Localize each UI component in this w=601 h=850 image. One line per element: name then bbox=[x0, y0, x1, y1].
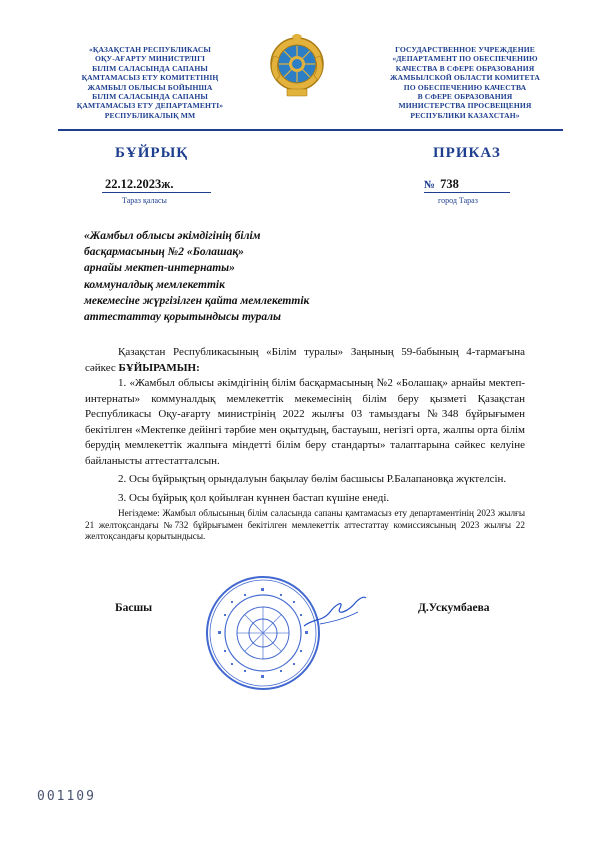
intro-paragraph bbox=[85, 345, 525, 376]
order-body bbox=[85, 345, 525, 543]
basis-note: Негіздеме: Жамбыл облысының білім саласында сапаны қамтамасыз ету департаментінің 2023 жылғы 21 желтоқсандағы №732 бұйрығымен бекітілген мемлекеттік аттестаттау комиссиясының 2023 жылғы 22 желтоқсандағы қорытындысы. bbox=[85, 508, 525, 541]
title-kazakh: БҰЙРЫҚ bbox=[115, 145, 189, 161]
city-kazakh: Тараз қаласы bbox=[122, 196, 167, 205]
header-left-line: ОҚУ-АҒАРТУ МИНИСТРЛІГІ bbox=[94, 54, 206, 64]
subject-line: аттестаттау қорытындысы туралы bbox=[84, 311, 281, 324]
header-right-line: МИНИСТЕРСТВА ПРОСВЕЩЕНИЯ bbox=[398, 101, 532, 111]
item-3: 3. Осы бұйрық қол қойылған күннен бастап күшіне енеді. bbox=[118, 491, 390, 504]
order-word: БҰЙЫРАМЫН: bbox=[118, 361, 200, 374]
header-left-line: БІЛІМ САЛАСЫНДА САПАНЫ bbox=[92, 63, 208, 73]
header-left-line: «ҚАЗАҚСТАН РЕСПУБЛИКАСЫ bbox=[89, 45, 211, 54]
state-emblem-icon bbox=[268, 34, 326, 98]
header-right-line: ГОСУДАРСТВЕННОЕ УЧРЕЖДЕНИЕ bbox=[395, 45, 535, 54]
subject-line: коммуналдық мемлекеттік bbox=[84, 278, 225, 291]
header-right-org bbox=[360, 45, 570, 120]
header-right-line: КАЧЕСТВА В СФЕРЕ ОБРАЗОВАНИЯ bbox=[395, 63, 535, 73]
order-date: 22.12.2023ж. bbox=[102, 177, 211, 193]
signature-label: Басшы bbox=[115, 602, 153, 614]
number-sign: № bbox=[424, 179, 436, 191]
header-right-line: РЕСПУБЛИКИ КАЗАХСТАН» bbox=[410, 110, 520, 120]
title-russian: ПРИКАЗ bbox=[433, 145, 501, 161]
city-russian: город Тараз bbox=[438, 196, 478, 205]
intro-text: Қазақстан Республикасының «Білім туралы» Заңының 59-бабының 4-тармағына сәйкес bbox=[85, 346, 525, 374]
header-left-line: ҚАМТАМАСЫЗ ЕТУ КОМИТЕТІНІҢ bbox=[81, 73, 219, 83]
handwritten-signature-icon bbox=[300, 592, 370, 632]
header-divider bbox=[58, 129, 563, 131]
subject-line: мекемесіне жүргізілген қайта мемлекеттік bbox=[84, 294, 310, 307]
subject-line: «Жамбыл облысы әкімдігінің білім bbox=[84, 230, 261, 242]
subject-line: басқармасының №2 «Болашақ» bbox=[84, 246, 244, 259]
header-left-line: БІЛІМ САЛАСЫНДА САПАНЫ bbox=[92, 92, 208, 102]
header-left-org bbox=[50, 45, 250, 120]
serial-number: 001109 bbox=[37, 789, 96, 804]
header-left-line: ЖАМБЫЛ ОБЛЫСЫ БОЙЫНША bbox=[87, 82, 213, 92]
order-number: 738 bbox=[440, 177, 459, 191]
header-right-line: В СФЕРЕ ОБРАЗОВАНИЯ bbox=[417, 92, 513, 102]
header-left-line: ҚАМТАМАСЫЗ ЕТУ ДЕПАРТАМЕНТІ» bbox=[76, 101, 224, 111]
header-right-line: ЖАМБЫЛСКОЙ ОБЛАСТИ КОМИТЕТА bbox=[390, 73, 540, 83]
header-right-line: «ДЕПАРТАМЕНТ ПО ОБЕСПЕЧЕНИЮ bbox=[392, 54, 538, 64]
header-right-line: ПО ОБЕСПЕЧЕНИЮ КАЧЕСТВА bbox=[403, 82, 527, 92]
subject-line: арнайы мектеп-интернаты» bbox=[84, 262, 235, 275]
order-subject bbox=[84, 228, 414, 325]
item-2: 2. Осы бұйрықтың орындалуын бақылау бөлім басшысы Р.Балапановқа жүктелсін. bbox=[118, 473, 507, 485]
item-1: 1. «Жамбыл облысы әкімдігінің білім басқармасының №2 «Болашақ» арнайы мектеп-интернаты» коммуналдық мемлекеттік мекемесінің білім беру қызметі Қазақстан Республикасы Оқу-ағарту министрінің 2022 жылғы 03 тамыздағы №348 бұйрығымен бекітілген «Мектепке дейінгі тәрбие мен оқытудың, бастауыш, негізгі орта, жалпы орта білім берудің мемлекеттік жалпыға міндетті білім беру стандарты» талаптарына сәйкес келуіне байланысты аттестатталсын. bbox=[85, 377, 525, 467]
header-left-line: РЕСПУБЛИКАЛЫҚ ММ bbox=[104, 110, 196, 120]
signatory-name: Д.Ускумбаева bbox=[418, 602, 490, 614]
order-number-field bbox=[424, 177, 510, 193]
